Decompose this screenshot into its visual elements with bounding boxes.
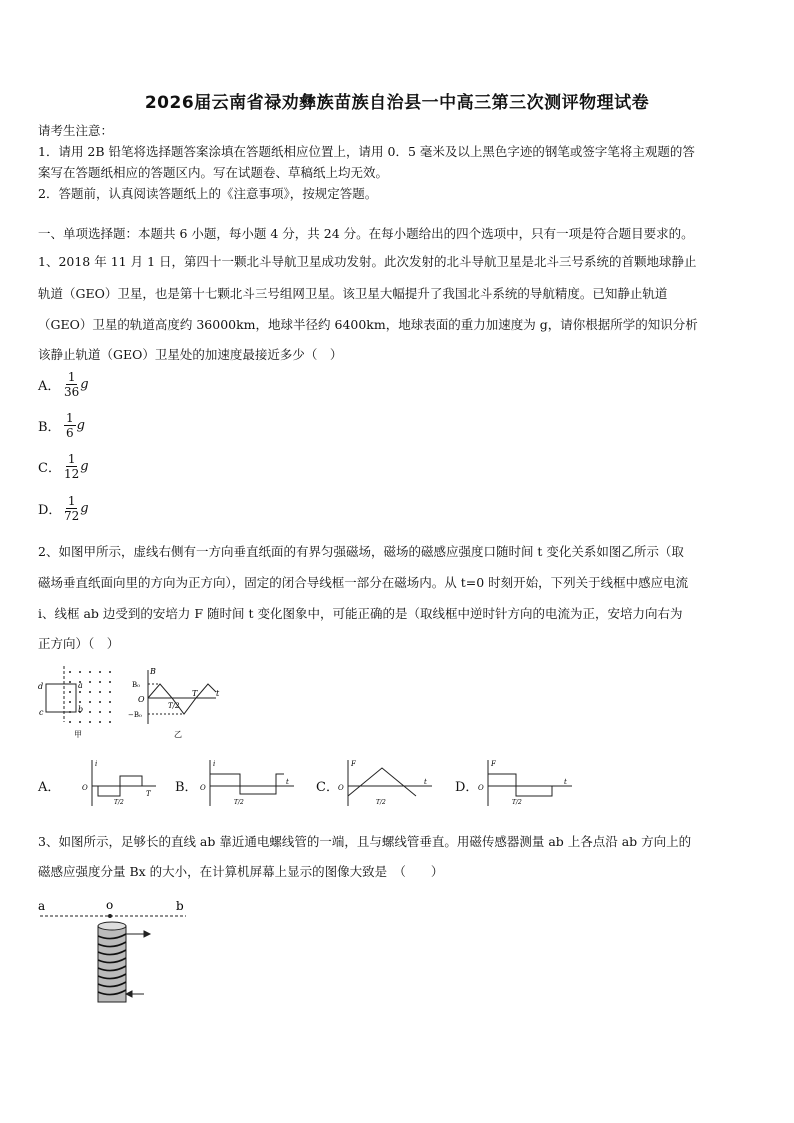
q1-line: 该静止轨道（GEO）卫星处的加速度最接近多少（ ） <box>38 347 343 362</box>
svg-text:t: t <box>286 778 289 786</box>
page-title: 2026届云南省禄劝彝族苗族自治县一中高三第三次测评物理试卷 <box>144 93 650 113</box>
svg-text:o: o <box>106 898 114 912</box>
unit: g <box>80 459 89 474</box>
svg-text:T: T <box>192 689 198 698</box>
q2-figure-jia-yi <box>36 662 226 742</box>
svg-text:O: O <box>200 784 206 792</box>
option-label: C． <box>38 461 61 476</box>
q2-line: i、线框 ab 边受到的安培力 F 随时间 t 变化图象中，可能正确的是（取线框中逆时针方向的电流为正，安培力向右为 <box>38 606 683 621</box>
notice-heading: 请考生注意： <box>38 123 114 138</box>
svg-text:a: a <box>38 899 46 913</box>
svg-text:i: i <box>95 760 98 768</box>
option-label: D． <box>38 503 62 518</box>
svg-text:a: a <box>78 681 83 690</box>
q1-line: 1、2018 年 11 月 1 日，第四十一颗北斗导航卫星成功发射。此次发射的北斗导航卫星是北斗三号系统的首颗地球静止 <box>38 254 697 269</box>
unit: g <box>80 377 89 392</box>
fraction: $\frac{1}{72}$ <box>64 494 80 523</box>
q1-option-c[interactable] <box>38 452 89 481</box>
q1-option-b[interactable] <box>38 411 85 440</box>
q3-line: 3、如图所示，足够长的直线 ab 靠近通电螺线管的一端，且与螺线管垂直。用磁传感器测量 ab 上各点沿 ab 方向上的 <box>38 834 692 849</box>
q2-line: 正方向）（ ） <box>38 636 120 651</box>
unit: g <box>76 418 85 433</box>
svg-text:c: c <box>39 708 44 717</box>
svg-text:O: O <box>478 784 484 792</box>
svg-text:乙: 乙 <box>174 730 182 739</box>
section-heading: 一、单项选择题：本题共 6 小题，每小题 4 分，共 24 分。在每小题给出的四个选项中，只有一项是符合题目要求的。 <box>38 226 694 241</box>
svg-text:T: T <box>146 790 151 798</box>
q3-solenoid-figure <box>36 896 196 1008</box>
q2-line: 磁场垂直纸面向里的方向为正方向），固定的闭合导线框一部分在磁场内。从 t=0 时刻开始，下列关于线框中感应电流 <box>38 575 689 590</box>
svg-text:F: F <box>491 760 496 768</box>
svg-text:b: b <box>78 705 84 714</box>
fraction: $\frac{1}{6}$ <box>66 411 74 440</box>
q2-option-b-label[interactable]: B． <box>175 780 198 795</box>
svg-text:t: t <box>216 689 220 698</box>
notice-item-1: 1．请用 2B 铅笔将选择题答案涂填在答题纸相应位置上，请用 0．5 毫米及以上黑色字迹的钢笔或签字笔将主观题的答 <box>38 144 695 159</box>
svg-text:T/2: T/2 <box>234 799 244 806</box>
q3-line: 磁感应强度分量 Bx 的大小，在计算机屏幕上显示的图像大致是 （ ） <box>38 864 444 879</box>
svg-text:−B₀: −B₀ <box>128 711 142 719</box>
svg-text:d: d <box>38 682 44 691</box>
q1-option-d[interactable] <box>38 494 89 523</box>
q2-line: 2、如图甲所示，虚线右侧有一方向垂直纸面的有界匀强磁场，磁场的磁感应强度口随时间 t 变化关系如图乙所示（取 <box>38 544 684 559</box>
svg-text:F: F <box>351 760 356 768</box>
q2-option-c-label[interactable]: C． <box>316 780 339 795</box>
svg-text:T/2: T/2 <box>114 799 124 806</box>
svg-text:O: O <box>338 784 344 792</box>
svg-text:b: b <box>176 899 184 913</box>
svg-text:B: B <box>150 667 156 676</box>
q2-option-c-graph <box>336 756 436 811</box>
svg-text:O: O <box>82 784 88 792</box>
q2-option-d-graph <box>476 756 576 811</box>
svg-text:i: i <box>213 760 216 768</box>
svg-text:T/2: T/2 <box>168 702 180 710</box>
fraction: $\frac{1}{36}$ <box>64 370 80 399</box>
q2-option-b-graph <box>198 756 298 811</box>
q2-option-a-label[interactable]: A． <box>38 780 61 795</box>
q1-option-a[interactable] <box>38 370 89 399</box>
svg-text:t: t <box>424 778 427 786</box>
option-label: A． <box>38 379 61 394</box>
svg-text:t: t <box>564 778 567 786</box>
notice-item-1-cont: 案写在答题纸相应的答题区内。写在试题卷、草稿纸上均无效。 <box>38 165 389 180</box>
q2-option-d-label[interactable]: D． <box>455 780 479 795</box>
fraction: $\frac{1}{12}$ <box>64 452 80 481</box>
notice-item-2: 2．答题前，认真阅读答题纸上的《注意事项》，按规定答题。 <box>38 186 378 201</box>
q1-line: （GEO）卫星的轨道高度约 36000km，地球半径约 6400km，地球表面的重力加速度为 g，请你根据所学的知识分析 <box>38 317 698 332</box>
svg-text:B₀: B₀ <box>132 681 140 689</box>
q1-line: 轨道（GEO）卫星，也是第十七颗北斗三号组网卫星。该卫星大幅提升了我国北斗系统的导航精度。已知静止轨道 <box>38 286 668 301</box>
svg-text:甲: 甲 <box>74 730 82 739</box>
svg-text:O: O <box>138 695 145 704</box>
option-label: B． <box>38 420 61 435</box>
unit: g <box>80 501 89 516</box>
q2-option-a-graph <box>80 756 160 811</box>
svg-text:T/2: T/2 <box>376 799 386 806</box>
svg-text:T/2: T/2 <box>512 799 522 806</box>
